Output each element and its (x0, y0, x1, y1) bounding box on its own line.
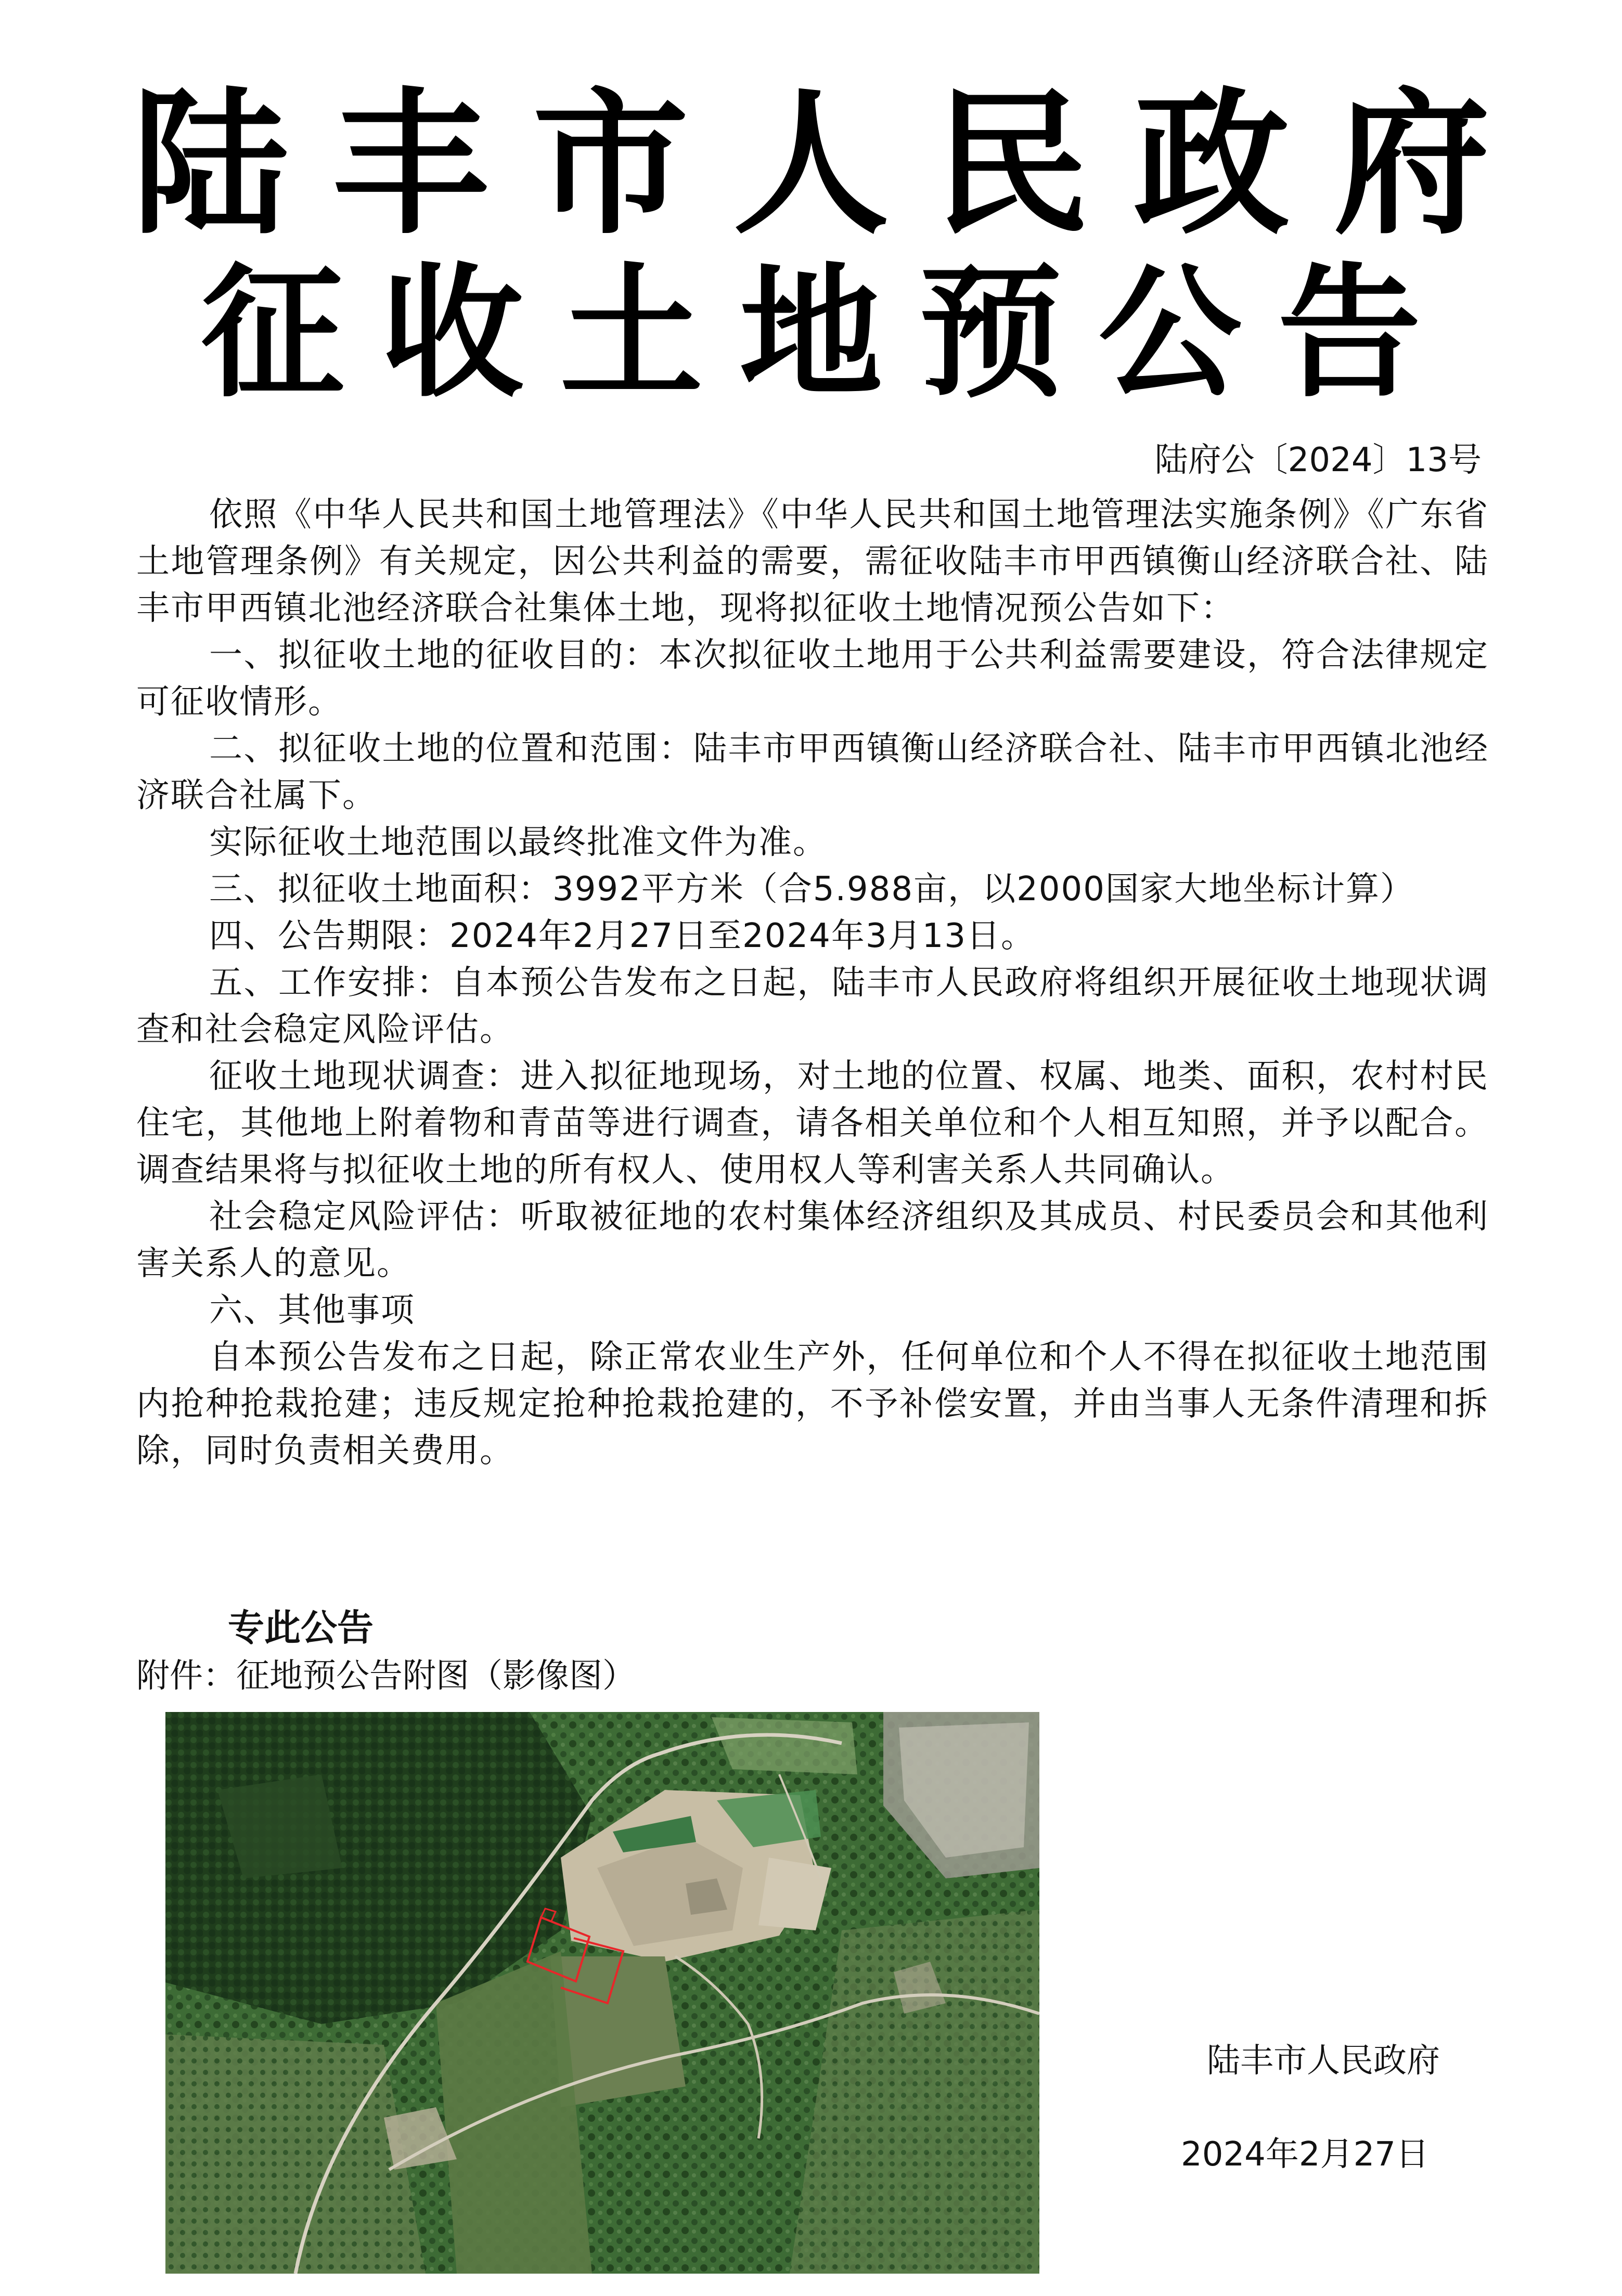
paragraph-work-arrangement: 五、工作安排：自本预公告发布之日起，陆丰市人民政府将组织开展征收土地现状调查和社会稳定风险评估。 (136, 964, 1489, 1049)
paragraph-period: 四、公告期限：2024年2月27日至2024年3月13日。 (209, 917, 1036, 955)
paragraph-area: 三、拟征收土地面积：3992平方米（合5.988亩，以2000国家大地坐标计算） (209, 870, 1414, 909)
paragraph-intro: 依照《中华人民共和国土地管理法》《中华人民共和国土地管理法实施条例》《广东省土地管理条例》有关规定，因公共利益的需要，需征收陆丰市甲西镇衡山经济联合社、陆丰市甲西镇北池经济联合社集体土地，现将拟征收土地情况预公告如下： (136, 496, 1489, 628)
satellite-map-image (165, 1712, 1039, 2274)
paragraph-other-heading: 六、其他事项 (209, 1291, 415, 1330)
closing-phrase: 专此公告 (228, 1606, 374, 1649)
notice-body (136, 491, 1489, 1474)
attachment-label: 附件：征地预公告附图（影像图） (136, 1657, 636, 1695)
paragraph-other-matters: 自本预公告发布之日起，除正常农业生产外，任何单位和个人不得在拟征收土地范围内抢种抢栽抢建；违反规定抢种抢栽抢建的，不予补偿安置，并由当事人无条件清理和拆除，同时负责相关费用。 (136, 1338, 1489, 1470)
signature-date: 2024年2月27日 (1181, 2135, 1430, 2174)
signature-organization: 陆丰市人民政府 (1207, 2042, 1440, 2080)
document-number: 陆府公〔2024〕13号 (1154, 441, 1482, 479)
paragraph-purpose: 一、拟征收土地的征收目的：本次拟征收土地用于公共利益需要建设，符合法律规定可征收情形。 (136, 636, 1489, 721)
paragraph-risk-assessment: 社会稳定风险评估：听取被征地的农村集体经济组织及其成员、村民委员会和其他利害关系人的意见。 (136, 1198, 1489, 1283)
paragraph-location: 二、拟征收土地的位置和范围：陆丰市甲西镇衡山经济联合社、陆丰市甲西镇北池经济联合社属下。 (136, 730, 1489, 815)
paragraph-scope-note: 实际征收土地范围以最终批准文件为准。 (209, 823, 827, 862)
title-line-2: 征收土地预公告 (201, 249, 1458, 417)
paragraph-survey: 征收土地现状调查：进入拟征地现场，对土地的位置、权属、地类、面积，农村村民住宅，其他地上附着物和青苗等进行调查，请各相关单位和个人相互知照，并予以配合。调查结果将与拟征收土地的所有权人、使用权人等利害关系人共同确认。 (136, 1057, 1489, 1189)
title-line-1: 陆丰市人民政府 (132, 72, 1534, 255)
